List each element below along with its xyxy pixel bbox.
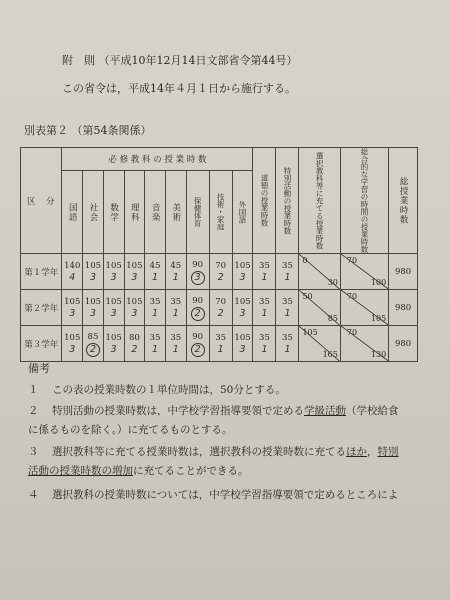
cell: 35 1: [165, 290, 186, 326]
note-underlined: 活動の授業時数の増加: [28, 465, 133, 477]
cell: 35 1: [253, 290, 276, 326]
note-text: ，: [367, 446, 378, 458]
ordinance-reference: （平成10年12月14日文部省令第44号）: [98, 54, 298, 67]
elective-bottom: 85: [327, 314, 338, 323]
cell: 105 3: [62, 290, 83, 326]
cell: 105 3: [124, 290, 145, 326]
header-science: 理科: [124, 171, 145, 254]
row-label: 第３学年: [21, 326, 62, 362]
note-item-1: [28, 381, 430, 400]
note-item-2: [28, 402, 430, 440]
note-item-4: [28, 486, 430, 505]
integrated-split-cell: [340, 326, 388, 362]
cell: 35 1: [276, 254, 299, 290]
total-cell: 980: [389, 326, 418, 362]
note-underlined: 学級活動: [304, 405, 346, 417]
note-number: ４: [28, 489, 39, 501]
table-row-grade2: [21, 290, 418, 326]
note-text: （学校給食: [346, 405, 399, 417]
integrated-bottom: 130: [370, 350, 387, 359]
notes-heading: 備考: [28, 362, 50, 375]
header-pe: 保健体育: [186, 171, 209, 254]
cell: 35 1: [165, 326, 186, 362]
supplementary-label: 附 則: [62, 54, 95, 67]
note-text: に充てることができる。: [133, 465, 249, 477]
header-art: 美術: [165, 171, 186, 254]
cell: 35 1: [145, 326, 166, 362]
total-cell: 980: [389, 254, 418, 290]
cell: 105 3: [103, 254, 124, 290]
row-label: 第１学年: [21, 254, 62, 290]
header-elective: 選択教科等に充てる授業時数: [299, 148, 340, 254]
cell: 105 3: [103, 290, 124, 326]
header-division: 区 分: [21, 148, 62, 254]
header-social: 社会: [83, 171, 104, 254]
header-total: 総授業時数: [389, 148, 418, 254]
cell: 85 2: [83, 326, 104, 362]
cell: 35 1: [276, 290, 299, 326]
note-text-continued: に係るものを除く。）に充てるものとする。: [28, 424, 233, 436]
note-number: ２: [28, 405, 39, 417]
integrated-top: 70: [346, 292, 358, 301]
table-row-grade1: [21, 254, 418, 290]
cell: 105 3: [103, 326, 124, 362]
integrated-split-cell: [340, 254, 388, 290]
cell: 105 3: [62, 326, 83, 362]
cell: 35 1: [253, 326, 276, 362]
cell: 35 1: [145, 290, 166, 326]
integrated-top: 70: [346, 328, 358, 337]
table-title-label: 別表第２: [24, 124, 68, 137]
elective-split-cell: [299, 326, 340, 362]
elective-top: 105: [302, 328, 318, 337]
note-number: １: [28, 384, 39, 396]
note-item-3: [28, 443, 430, 481]
cell: 105 3: [83, 254, 104, 290]
note-underlined: 特別: [377, 446, 399, 458]
class-hours-table: [20, 147, 418, 362]
note-text: 特別活動の授業時数は，中学校学習指導要領で定める: [52, 405, 304, 417]
row-label: 第２学年: [21, 290, 62, 326]
note-underlined: ほか: [346, 446, 367, 458]
elective-bottom: 165: [322, 350, 338, 359]
cell: 35 1: [253, 254, 276, 290]
bleed-through-text: [70, 100, 214, 113]
integrated-bottom: 100: [370, 278, 387, 287]
cell: 45 1: [145, 254, 166, 290]
elective-split-cell: [299, 290, 340, 326]
table-title: [24, 122, 152, 138]
enforcement-statement: この省令は，平成14年４月１日から施行する。: [62, 82, 296, 95]
integrated-split-cell: [340, 290, 388, 326]
cell: 90 3: [186, 254, 209, 290]
cell: 90 2: [186, 290, 209, 326]
integrated-bottom: 105: [370, 314, 387, 323]
elective-top: 0: [302, 256, 308, 265]
cell: 35 1: [276, 326, 299, 362]
supplementary-provision-heading: [62, 52, 298, 68]
cell: 90 2: [186, 326, 209, 362]
cell: 45 1: [165, 254, 186, 290]
elective-bottom: 30: [327, 278, 338, 287]
header-tech-home: 技術・家庭: [209, 171, 232, 254]
table-relation-label: （第54条関係）: [71, 124, 152, 137]
cell: 105 3: [232, 254, 253, 290]
cell: 35 1: [209, 326, 232, 362]
cell: 70 2: [209, 254, 232, 290]
header-integrated: 総合的な学習の時間の授業時数: [340, 148, 388, 254]
elective-top: 50: [302, 292, 313, 301]
cell: 105 3: [83, 290, 104, 326]
cell: 105 3: [124, 254, 145, 290]
cell: 70 2: [209, 290, 232, 326]
header-math: 数学: [103, 171, 124, 254]
cell: 140 4: [62, 254, 83, 290]
table-row-grade3: [21, 326, 418, 362]
note-text: この表の授業時数の１単位時間は，50分とする。: [52, 384, 286, 396]
header-moral: 道徳の授業時数: [253, 148, 276, 254]
note-text: 選択教科等に充てる授業時数は，選択教科の授業時数に充てる: [52, 446, 346, 458]
cell: 105 3: [232, 290, 253, 326]
integrated-top: 70: [346, 256, 358, 265]
header-special-activities: 特別活動の授業時数: [276, 148, 299, 254]
header-japanese: 国語: [62, 171, 83, 254]
header-required-subjects: 必 修 教 科 の 授 業 時 数: [62, 148, 253, 171]
total-cell: 980: [389, 290, 418, 326]
note-number: ３: [28, 446, 39, 458]
cell: 105 3: [232, 326, 253, 362]
header-foreign: 外国語: [232, 171, 253, 254]
cell: 80 2: [124, 326, 145, 362]
note-text: 選択教科の授業時数については，中学校学習指導要領で定めるところによ: [52, 489, 399, 501]
header-music: 音楽: [145, 171, 166, 254]
elective-split-cell: [299, 254, 340, 290]
